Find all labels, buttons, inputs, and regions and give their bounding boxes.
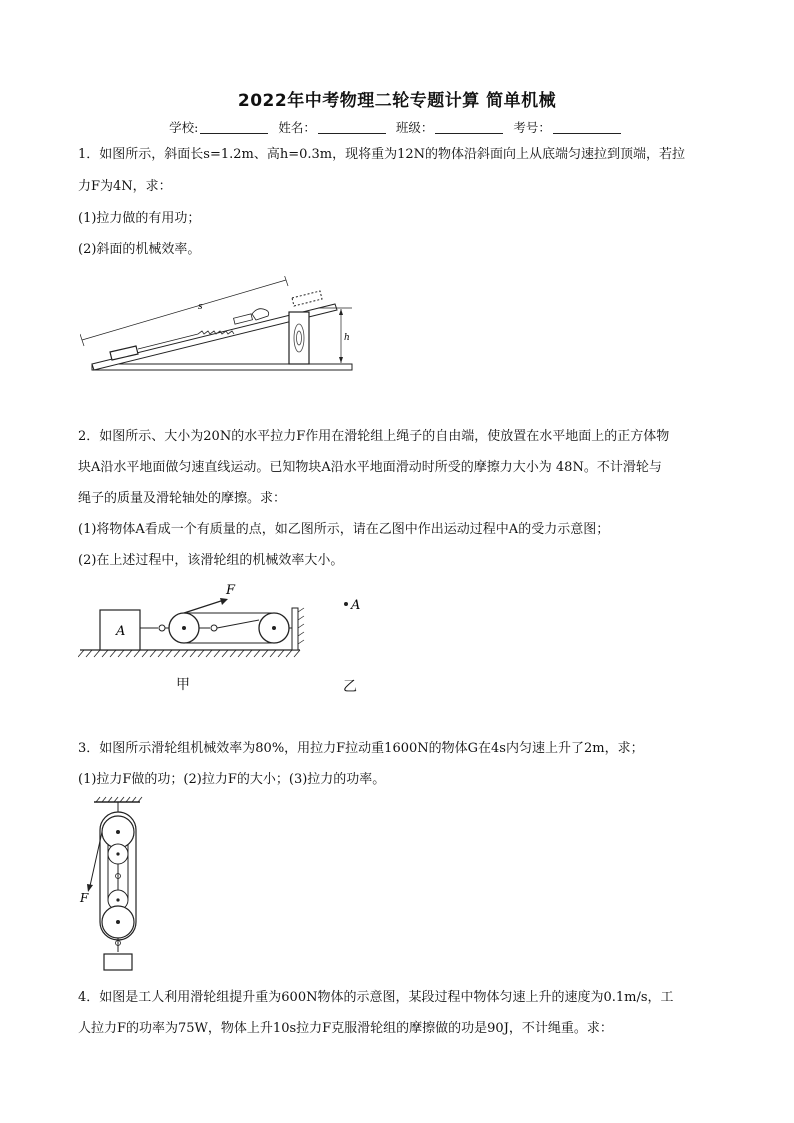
class-label: 班级： (395, 120, 434, 135)
page-title: 2022年中考物理二轮专题计算 简单机械 (237, 91, 557, 111)
q2-sub1: (1)将物体A看成一个有质量的点，如乙图所示，请在乙图中作出运动过程中A的受力示意图； (78, 522, 610, 537)
q2-sub2: (2)在上述过程中，该滑轮组的机械效率大小。 (78, 553, 344, 568)
force-f-label: F (226, 583, 236, 598)
pulley-horizontal-figure (78, 578, 308, 660)
q3-line2: (1)拉力F做的功；(2)拉力F的大小；(3)拉力的功率。 (78, 772, 386, 787)
q4-line2: 人拉力F的功率为75W，物体上升10s拉力F克服滑轮组的摩擦做的功是90J，不计绳重。求： (78, 1021, 613, 1036)
force-f-label-q3: F (80, 891, 89, 905)
q3-line1: 3．如图所示滑轮组机械效率为80%，用拉力F拉动重1600N的物体G在4s内匀速上升了2m，求； (78, 741, 644, 756)
name-blank[interactable] (318, 121, 386, 134)
student-info-row (0, 118, 794, 136)
exam-number-blank[interactable] (553, 121, 621, 134)
q1-line1: 1．如图所示，斜面长s=1.2m、高h=0.3m，现将重为12N的物体沿斜面向上从底端匀速拉到顶端，若拉 (78, 147, 686, 162)
pulley-vertical-figure (78, 796, 158, 974)
q2-line2: 块A沿水平地面做匀速直线运动。已知物块A沿水平地面滑动时所受的摩擦力大小为 48N。不计滑轮与 (78, 460, 662, 475)
caption-yi: 乙 (343, 679, 357, 695)
q1-line2: 力F为4N，求： (78, 179, 172, 194)
exam-number-label: 考号： (513, 120, 551, 135)
point-a-label: A (351, 598, 361, 613)
school-blank[interactable] (200, 121, 268, 134)
h-label: h (344, 333, 350, 343)
name-label: 姓名： (278, 120, 316, 135)
q4-line1: 4．如图是工人利用滑轮组提升重为600N物体的示意图，某段过程中物体匀速上升的速度为0.1m/s，工 (78, 990, 674, 1005)
s-label: s (198, 302, 203, 312)
block-a-label: A (116, 624, 126, 639)
q2-line3: 绳子的质量及滑轮轴处的摩擦。求： (78, 491, 287, 506)
caption-jia: 甲 (176, 677, 190, 693)
q2-line1: 2．如图所示、大小为20N的水平拉力F作用在滑轮组上绳子的自由端，使放置在水平地面上的正方体物 (78, 429, 670, 444)
q1-sub1: (1)拉力做的有用功； (78, 211, 201, 226)
q1-sub2: (2)斜面的机械效率。 (78, 242, 201, 257)
point-a-figure (340, 596, 370, 620)
class-blank[interactable] (435, 121, 503, 134)
school-label: 学校: (169, 120, 199, 135)
incline-figure (80, 276, 360, 376)
